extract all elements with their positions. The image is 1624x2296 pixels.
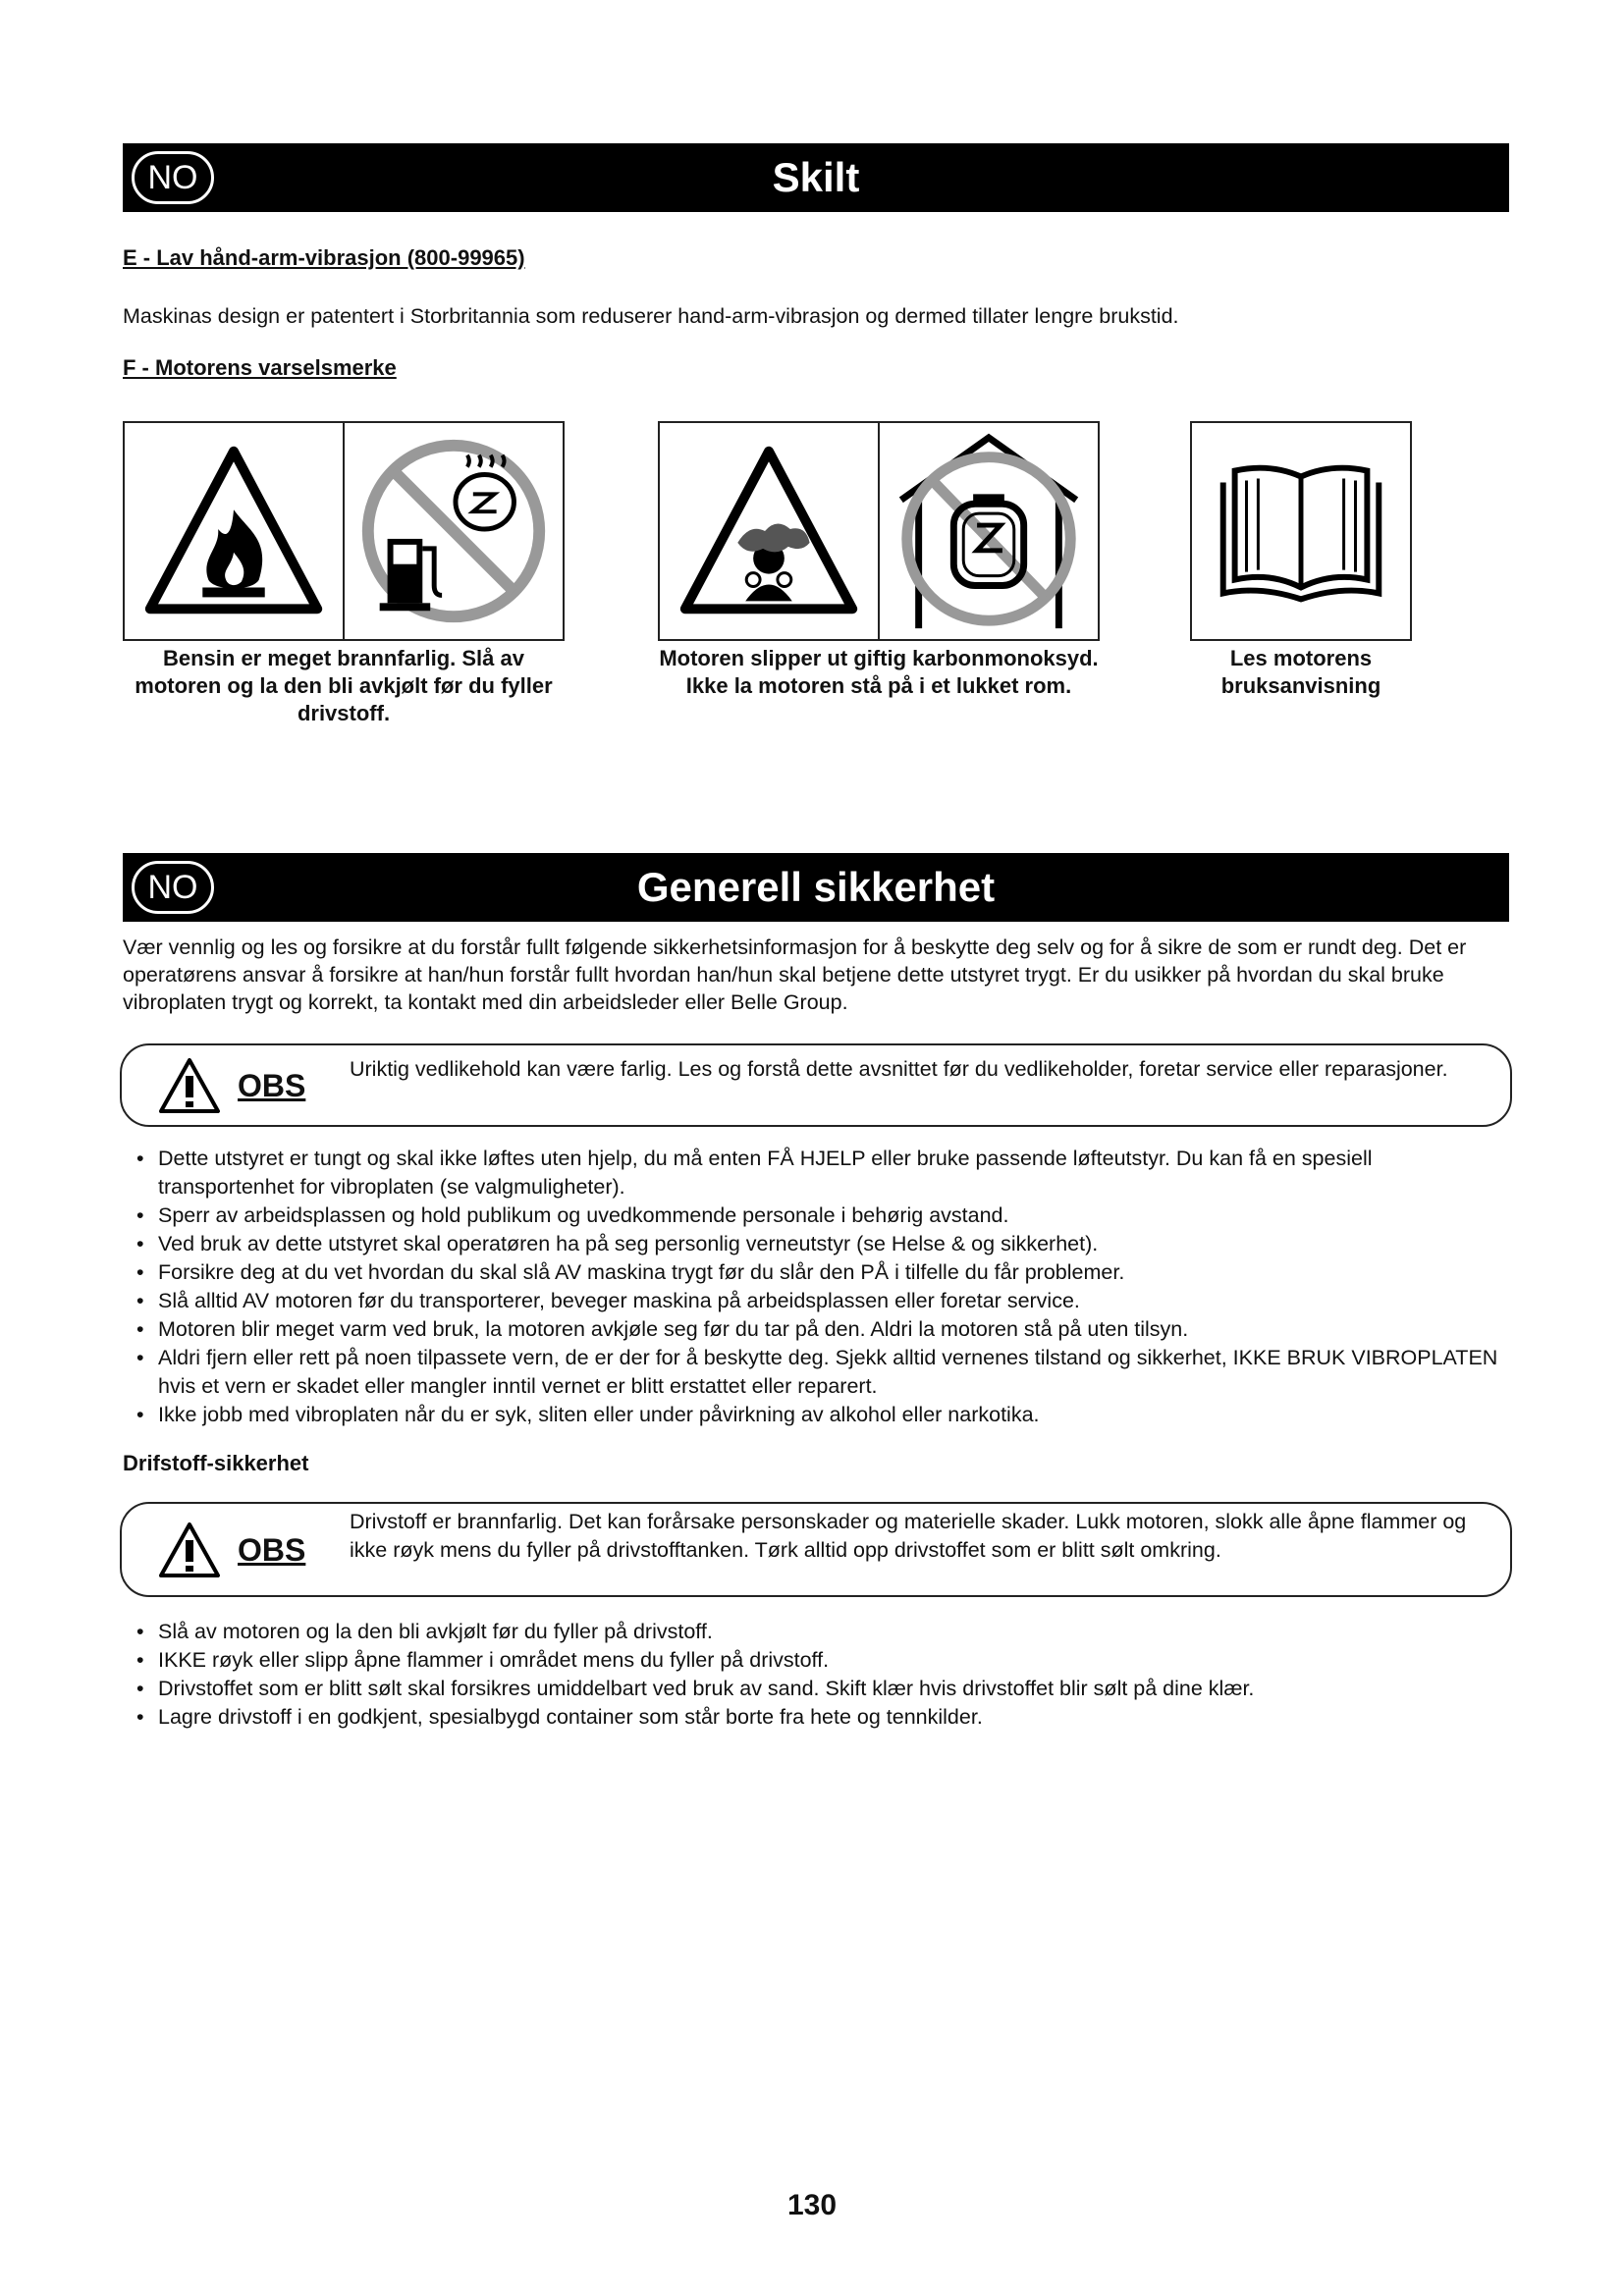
general-safety-list (123, 1145, 1509, 1429)
list-item: • Sperr av arbeidsplassen og hold publikum og uvedkommende personale i behørig avstand. (123, 1201, 1509, 1230)
warning-box (120, 1043, 1512, 1127)
list-item: • Slå av motoren og la den bli avkjølt før du fyller på drivstoff. (123, 1618, 1509, 1646)
manual-caption: Les motorens bruksanvisning (1220, 646, 1381, 698)
list-item: • Aldri fjern eller rett på noen tilpassete vern, de er der for å beskytte deg. Sjekk alltid vernenes tilstand og sikkerhet, IKKE BRUK VIBROPLATEN hvis et vern er skadet eller mangler inntil vernet er blitt erstattet eller reparert. (123, 1344, 1509, 1401)
manual-book-icon (1192, 423, 1410, 639)
no-refuel-hot-engine-icon (343, 423, 563, 639)
carbon-monoxide-caption: Motoren slipper ut giftig karbonmonoksyd. Ikke la motoren stå på i et lukket rom. (659, 646, 1099, 698)
warning-text: Drivstoff er brannfarlig. Det kan forårsake personskader og materielle skader. Lukk motoren, slokk alle åpne flammer og ikke røyk mens du fyller på drivstofftanken. Tørk alltid opp drivstoffet som er blitt sølt omkring. (350, 1510, 1467, 1562)
list-item: • Drivstoffet som er blitt sølt skal forsikres umiddelbart ved bruk av sand. Skift klær hvis drivstoffet blir sølt på dine klær. (123, 1675, 1509, 1703)
banner-title: Skilt (772, 154, 860, 200)
list-item: • Dette utstyret er tungt og skal ikke løftes uten hjelp, du må enten FÅ HJELP eller bruke passende løfteutstyr. Du kan få en spesiell transportenhet for vibroplaten (se valgmuligheter). (123, 1145, 1509, 1201)
list-item: • Ved bruk av dette utstyret skal operatøren ha på seg personlig verneutstyr (se Helse & og sikkerhet). (123, 1230, 1509, 1258)
list-item: • Lagre drivstoff i en godkjent, spesialbygd container som står borte fra hete og tennkilder. (123, 1703, 1509, 1732)
banner-title: Generell sikkerhet (636, 864, 996, 910)
obs-label: OBS (238, 1532, 306, 1568)
language-badge: NO (132, 151, 214, 204)
section-banner-skilt (123, 143, 1509, 212)
warning-triangle-icon (157, 1521, 222, 1579)
language-badge: NO (132, 861, 214, 914)
page-number: 130 (786, 2189, 838, 2221)
carbon-monoxide-sign (658, 421, 1100, 641)
list-item: • Forsikre deg at du vet hvordan du skal slå AV maskina trygt før du slår den PÅ i tilfelle du får problemer. (123, 1258, 1509, 1287)
fuel-warning-caption: Bensin er meget brannfarlig. Slå av motoren og la den bli avkjølt før du fyller drivstoff. (135, 646, 553, 725)
no-engine-indoors-icon (878, 423, 1098, 639)
fuel-safety-heading: Drifstoff-sikkerhet (123, 1451, 309, 1475)
warning-triangle-icon (157, 1056, 222, 1115)
section-e-text: Maskinas design er patentert i Storbritannia som reduserer hand-arm-vibrasjon og dermed tillater lengre brukstid. (123, 304, 1179, 328)
list-item: • Slå alltid AV motoren før du transporterer, beveger maskina på arbeidsplassen eller foretar service. (123, 1287, 1509, 1315)
fire-warning-icon (125, 423, 343, 639)
manual-sign (1190, 421, 1412, 641)
section-f-heading: F - Motorens varselsmerke (123, 355, 397, 380)
list-item: • Ikke jobb med vibroplaten når du er syk, sliten eller under påvirkning av alkohol eller narkotika. (123, 1401, 1509, 1429)
list-item: • Motoren blir meget varm ved bruk, la motoren avkjøle seg før du tar på den. Aldri la motoren stå på uten tilsyn. (123, 1315, 1509, 1344)
warning-box (120, 1502, 1512, 1597)
section-e-heading: E - Lav hånd-arm-vibrasjon (800-99965) (123, 245, 525, 270)
fuel-warning-sign (123, 421, 565, 641)
intro-paragraph: Vær vennlig og les og forsikre at du forstår fullt følgende sikkerhetsinformasjon for å beskytte deg selv og for å sikre de som er rundt deg. Det er operatørens ansvar å forsikre at han/hun forstår fullt hvordan han/hun skal betjene dette utstyret trygt. Er du usikker på hvordan du skal bruke vibroplaten trygt og korrekt, ta kontakt med din arbeidsleder eller Belle Group. (123, 935, 1467, 1014)
obs-label: OBS (238, 1068, 306, 1103)
list-item: • IKKE røyk eller slipp åpne flammer i området mens du fyller på drivstoff. (123, 1646, 1509, 1675)
toxic-gas-warning-icon (660, 423, 878, 639)
section-banner-generell-sikkerhet (123, 853, 1509, 922)
fuel-safety-list (123, 1618, 1509, 1732)
warning-text: Uriktig vedlikehold kan være farlig. Les og forstå dette avsnittet før du vedlikeholder, foretar service eller reparasjoner. (350, 1057, 1448, 1081)
